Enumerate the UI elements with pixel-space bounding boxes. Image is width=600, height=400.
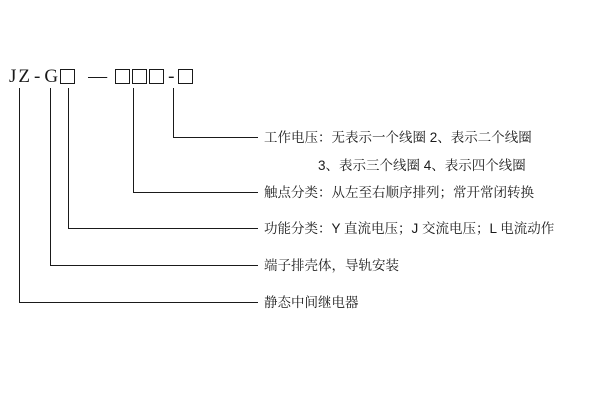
code-dash-middle: — xyxy=(88,65,108,87)
code-box-voltage xyxy=(178,69,193,84)
leader-line-product-vertical xyxy=(19,88,20,303)
code-char-j: J xyxy=(9,65,17,87)
code-box-contact-1 xyxy=(115,69,130,84)
code-dash-1: - xyxy=(34,65,41,87)
callout-label-voltage-line2: 3、表示三个线圈 4、表示四个线圈 xyxy=(318,158,526,173)
code-dash-tail: - xyxy=(168,65,175,87)
leader-line-contact-horizontal xyxy=(133,192,258,193)
callout-label-contact: 触点分类：从左至右顺序排列；常开常闭转换 xyxy=(264,185,534,200)
leader-line-voltage-horizontal xyxy=(173,137,258,138)
leader-line-product-horizontal xyxy=(19,302,258,303)
code-box-function xyxy=(60,69,75,84)
callout-label-function: 功能分类：Y 直流电压；J 交流电压；L 电流动作 xyxy=(264,221,555,236)
code-box-contact-3 xyxy=(149,69,164,84)
leader-line-terminal-vertical xyxy=(50,88,51,266)
callout-label-product: 静态中间继电器 xyxy=(264,295,359,310)
callout-label-terminal: 端子排壳体，导轨安装 xyxy=(264,258,399,273)
model-code-row xyxy=(8,62,194,90)
leader-line-function-horizontal xyxy=(68,228,258,229)
code-char-z: Z xyxy=(18,65,31,87)
callout-label-voltage-line1: 工作电压：无表示一个线圈 2、表示二个线圈 xyxy=(264,130,532,145)
code-box-contact-2 xyxy=(132,69,147,84)
leader-line-terminal-horizontal xyxy=(50,265,258,266)
leader-line-contact-vertical xyxy=(133,88,134,193)
leader-line-voltage-vertical xyxy=(173,88,174,138)
leader-line-function-vertical xyxy=(68,88,69,229)
code-char-g: G xyxy=(44,65,59,87)
